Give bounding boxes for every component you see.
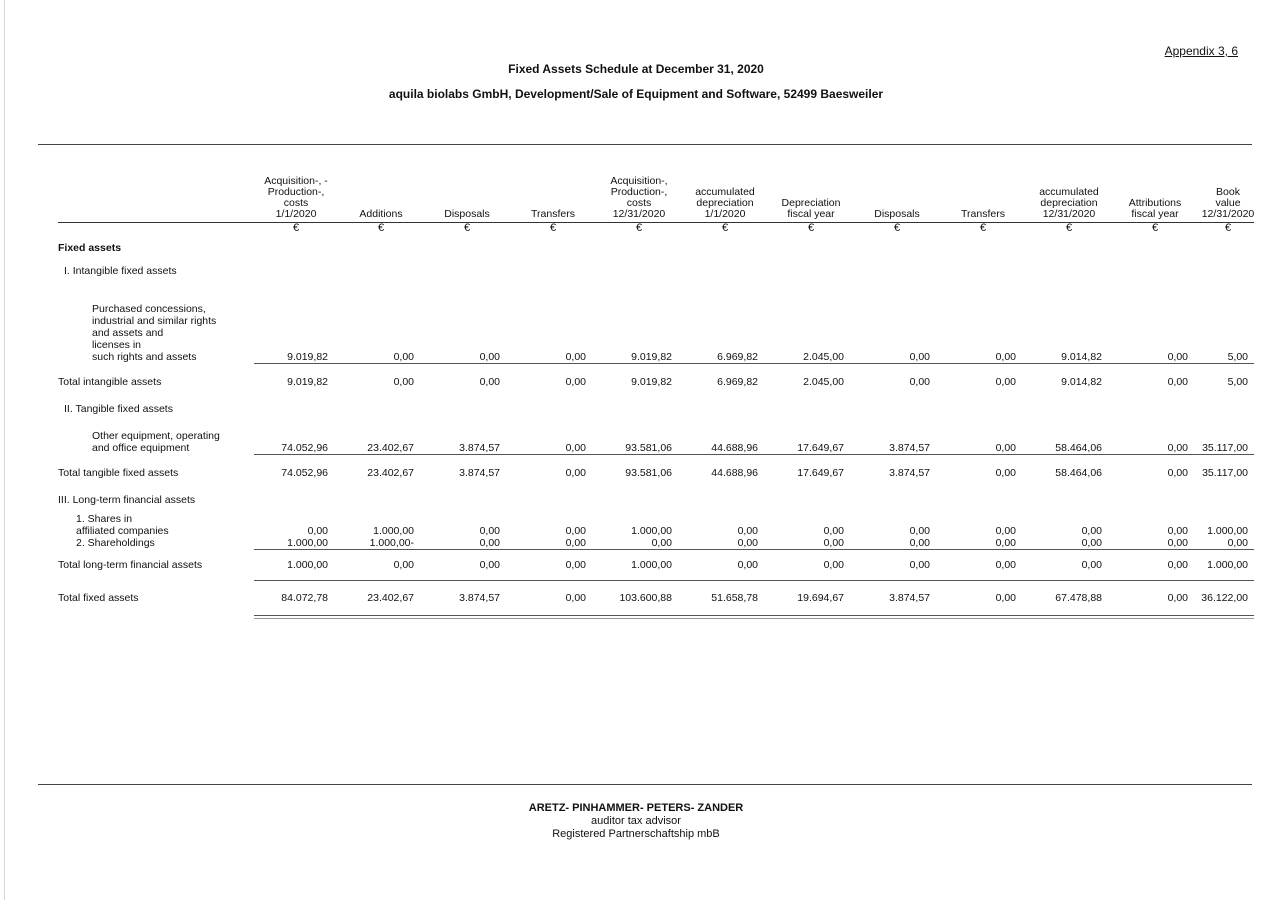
- table-cell: 93.581,06: [625, 467, 672, 479]
- table-cell: 35.117,00: [1202, 467, 1248, 479]
- document-title: Fixed Assets Schedule at December 31, 2020: [508, 62, 764, 76]
- table-cell: 0,00: [479, 351, 500, 363]
- company-subtitle: aquila biolabs GmbH, Development/Sale of Equipment and Software, 52499 Baesweiler: [388, 87, 884, 101]
- table-cell: 19.694,67: [797, 592, 844, 604]
- col-header: Depreciation fiscal year: [781, 197, 841, 221]
- table-cell: 0,00: [1167, 442, 1188, 454]
- col-header: Disposals: [874, 208, 920, 221]
- row-label: Purchased concessions, industrial and similar rights and assets and licenses in such rights and assets: [92, 303, 217, 363]
- table-cell: 0,00: [565, 592, 586, 604]
- table-cell: 0,00: [995, 442, 1016, 454]
- table-row: [58, 581, 1254, 615]
- currency-symbol: €: [721, 222, 729, 234]
- row-label: Total intangible assets: [58, 376, 162, 388]
- table-cell: 0,00 0,00: [737, 525, 758, 549]
- table-cell: 0,00 0,00: [479, 525, 500, 549]
- table-cell: 9.019,82: [287, 376, 328, 388]
- col-header: Transfers: [961, 208, 1005, 221]
- table-cell: 0,00 0,00: [909, 525, 930, 549]
- section-heading-row: [58, 400, 1254, 418]
- table-cell: 3.874,57: [459, 592, 500, 604]
- table-cell: 1.000,00: [287, 559, 328, 571]
- section-heading: II. Tangible fixed assets: [64, 403, 173, 415]
- table-cell: 1.000,00 0,00: [1207, 525, 1248, 549]
- table-cell: 0,00: [479, 559, 500, 571]
- table-cell: 0,00: [995, 376, 1016, 388]
- table-cell: 0,00: [565, 442, 586, 454]
- table-cell: 0,00 0,00: [1167, 525, 1188, 549]
- table-cell: 0,00: [909, 376, 930, 388]
- appendix-label: Appendix 3, 6: [1164, 44, 1238, 58]
- table-cell: 23.402,67: [367, 467, 414, 479]
- table-cell: 17.649,67: [797, 442, 844, 454]
- currency-symbol: €: [292, 222, 300, 234]
- table-cell: 0,00: [565, 467, 586, 479]
- currency-row: [58, 222, 1254, 237]
- table-cell: 9.019,82: [287, 351, 328, 363]
- col-header: accumulated depreciation 12/31/2020: [1039, 186, 1099, 221]
- currency-symbol: €: [635, 222, 643, 234]
- table-cell: 93.581,06: [625, 442, 672, 454]
- table-cell: 0,00 0,00: [995, 525, 1016, 549]
- section-heading: Fixed assets: [58, 242, 122, 254]
- header-divider: [38, 144, 1252, 145]
- table-cell: 0,00 1.000,00: [287, 525, 328, 549]
- page-edge: [4, 0, 5, 900]
- currency-symbol: €: [979, 222, 987, 234]
- table-cell: 5,00: [1227, 351, 1248, 363]
- col-header: Acquisition-, Production-, costs 12/31/2020: [610, 175, 668, 221]
- table-cell: 0,00 0,00: [823, 525, 844, 549]
- table-cell: 3.874,57: [459, 442, 500, 454]
- table-cell: 0,00 0,00: [565, 525, 586, 549]
- table-cell: 0,00: [1167, 467, 1188, 479]
- col-header: Disposals: [444, 208, 490, 221]
- table-cell: 51.658,78: [711, 592, 758, 604]
- section-heading-row: [58, 237, 1254, 259]
- table-cell: 1.000,00 0,00: [631, 525, 672, 549]
- table-cell: 0,00: [1167, 559, 1188, 571]
- section-heading: III. Long-term financial assets: [58, 494, 196, 506]
- table-cell: 0,00: [995, 592, 1016, 604]
- table-cell: 6.969,82: [717, 376, 758, 388]
- table-cell: 35.117,00: [1202, 442, 1248, 454]
- table-cell: 0,00: [565, 559, 586, 571]
- currency-symbol: €: [807, 222, 815, 234]
- table-cell: 0,00: [565, 376, 586, 388]
- table-cell: 0,00: [737, 559, 758, 571]
- table-cell: 9.019,82: [631, 351, 672, 363]
- table-cell: 0,00: [393, 376, 414, 388]
- firm-name: ARETZ- PINHAMMER- PETERS- ZANDER: [528, 802, 744, 814]
- table-row: [58, 291, 1254, 363]
- footer: [0, 802, 1272, 842]
- table-cell: 2.045,00: [803, 376, 844, 388]
- table-row: [58, 422, 1254, 454]
- table-row: [58, 455, 1254, 491]
- table-cell: 74.052,96: [281, 467, 328, 479]
- table-cell: 0,00: [1167, 351, 1188, 363]
- table-row: [58, 364, 1254, 400]
- col-header: Attributions fiscal year: [1128, 197, 1182, 221]
- table-cell: 0,00: [1167, 592, 1188, 604]
- section-heading-row: [58, 259, 1254, 283]
- footer-divider: [38, 784, 1252, 785]
- table-cell: 103.600,88: [619, 592, 672, 604]
- table-cell: 23.402,67: [367, 442, 414, 454]
- row-label: Total tangible fixed assets: [58, 467, 179, 479]
- table-cell: 44.688,96: [711, 467, 758, 479]
- firm-role: auditor tax advisor: [591, 815, 681, 828]
- section-heading: I. Intangible fixed assets: [64, 265, 177, 277]
- table-row: [58, 550, 1254, 580]
- table-cell: 1.000,00: [631, 559, 672, 571]
- table-cell: 3.874,57: [459, 467, 500, 479]
- table-cell: 17.649,67: [797, 467, 844, 479]
- table-cell: 0,00: [995, 351, 1016, 363]
- table-cell: 3.874,57: [889, 592, 930, 604]
- table-cell: 0,00: [1081, 559, 1102, 571]
- table-cell: 0,00: [909, 559, 930, 571]
- firm-registration: Registered Partnerschaftship mbB: [552, 828, 720, 841]
- table-cell: 0,00: [479, 376, 500, 388]
- col-header: Book value 12/31/2020: [1201, 186, 1255, 221]
- table-cell: 67.478,88: [1055, 592, 1102, 604]
- row-label: 1. Shares in affiliated companies 2. Shareholdings: [76, 513, 169, 549]
- table-cell: 84.072,78: [281, 592, 328, 604]
- table-cell: 74.052,96: [281, 442, 328, 454]
- currency-symbol: €: [1065, 222, 1073, 234]
- table-cell: 0,00: [823, 559, 844, 571]
- table-cell: 0,00: [393, 559, 414, 571]
- col-header: Transfers: [531, 208, 575, 221]
- currency-symbol: €: [463, 222, 471, 234]
- table-cell: 3.874,57: [889, 467, 930, 479]
- section-heading-row: [58, 491, 1254, 509]
- table-cell: 0,00: [995, 559, 1016, 571]
- table-cell: 9.019,82: [631, 376, 672, 388]
- col-header: Additions: [359, 208, 403, 221]
- table-cell: 23.402,67: [367, 592, 414, 604]
- table-cell: 9.014,82: [1061, 376, 1102, 388]
- fixed-assets-table: [58, 176, 1254, 619]
- table-cell: 0,00: [393, 351, 414, 363]
- table-cell: 0,00: [565, 351, 586, 363]
- currency-symbol: €: [377, 222, 385, 234]
- table-row: [58, 513, 1254, 549]
- table-cell: 6.969,82: [717, 351, 758, 363]
- row-label: Total fixed assets: [58, 592, 139, 604]
- table-cell: 36.122,00: [1201, 592, 1248, 604]
- table-cell: 0,00: [909, 351, 930, 363]
- table-cell: 0,00: [1167, 376, 1188, 388]
- table-cell: 1.000,00 1.000,00-: [369, 525, 414, 549]
- row-label: Total long-term financial assets: [58, 559, 203, 571]
- table-header: [58, 176, 1254, 222]
- table-cell: 2.045,00: [803, 351, 844, 363]
- table-cell: 3.874,57: [889, 442, 930, 454]
- currency-symbol: €: [1224, 222, 1232, 234]
- currency-symbol: €: [1151, 222, 1159, 234]
- table-cell: 9.014,82: [1061, 351, 1102, 363]
- table-cell: 58.464,06: [1055, 442, 1102, 454]
- table-cell: 44.688,96: [711, 442, 758, 454]
- col-header: Acquisition-, - Production-, costs 1/1/2020: [264, 175, 328, 221]
- currency-symbol: €: [893, 222, 901, 234]
- table-cell: 0,00: [995, 467, 1016, 479]
- table-cell: 5,00: [1227, 376, 1248, 388]
- row-label: Other equipment, operating and office equipment: [92, 430, 220, 454]
- table-cell: 58.464,06: [1055, 467, 1102, 479]
- table-cell: 1.000,00: [1207, 559, 1248, 571]
- table-cell: 0,00 0,00: [1081, 525, 1102, 549]
- col-header: accumulated depreciation 1/1/2020: [695, 186, 755, 221]
- currency-symbol: €: [549, 222, 557, 234]
